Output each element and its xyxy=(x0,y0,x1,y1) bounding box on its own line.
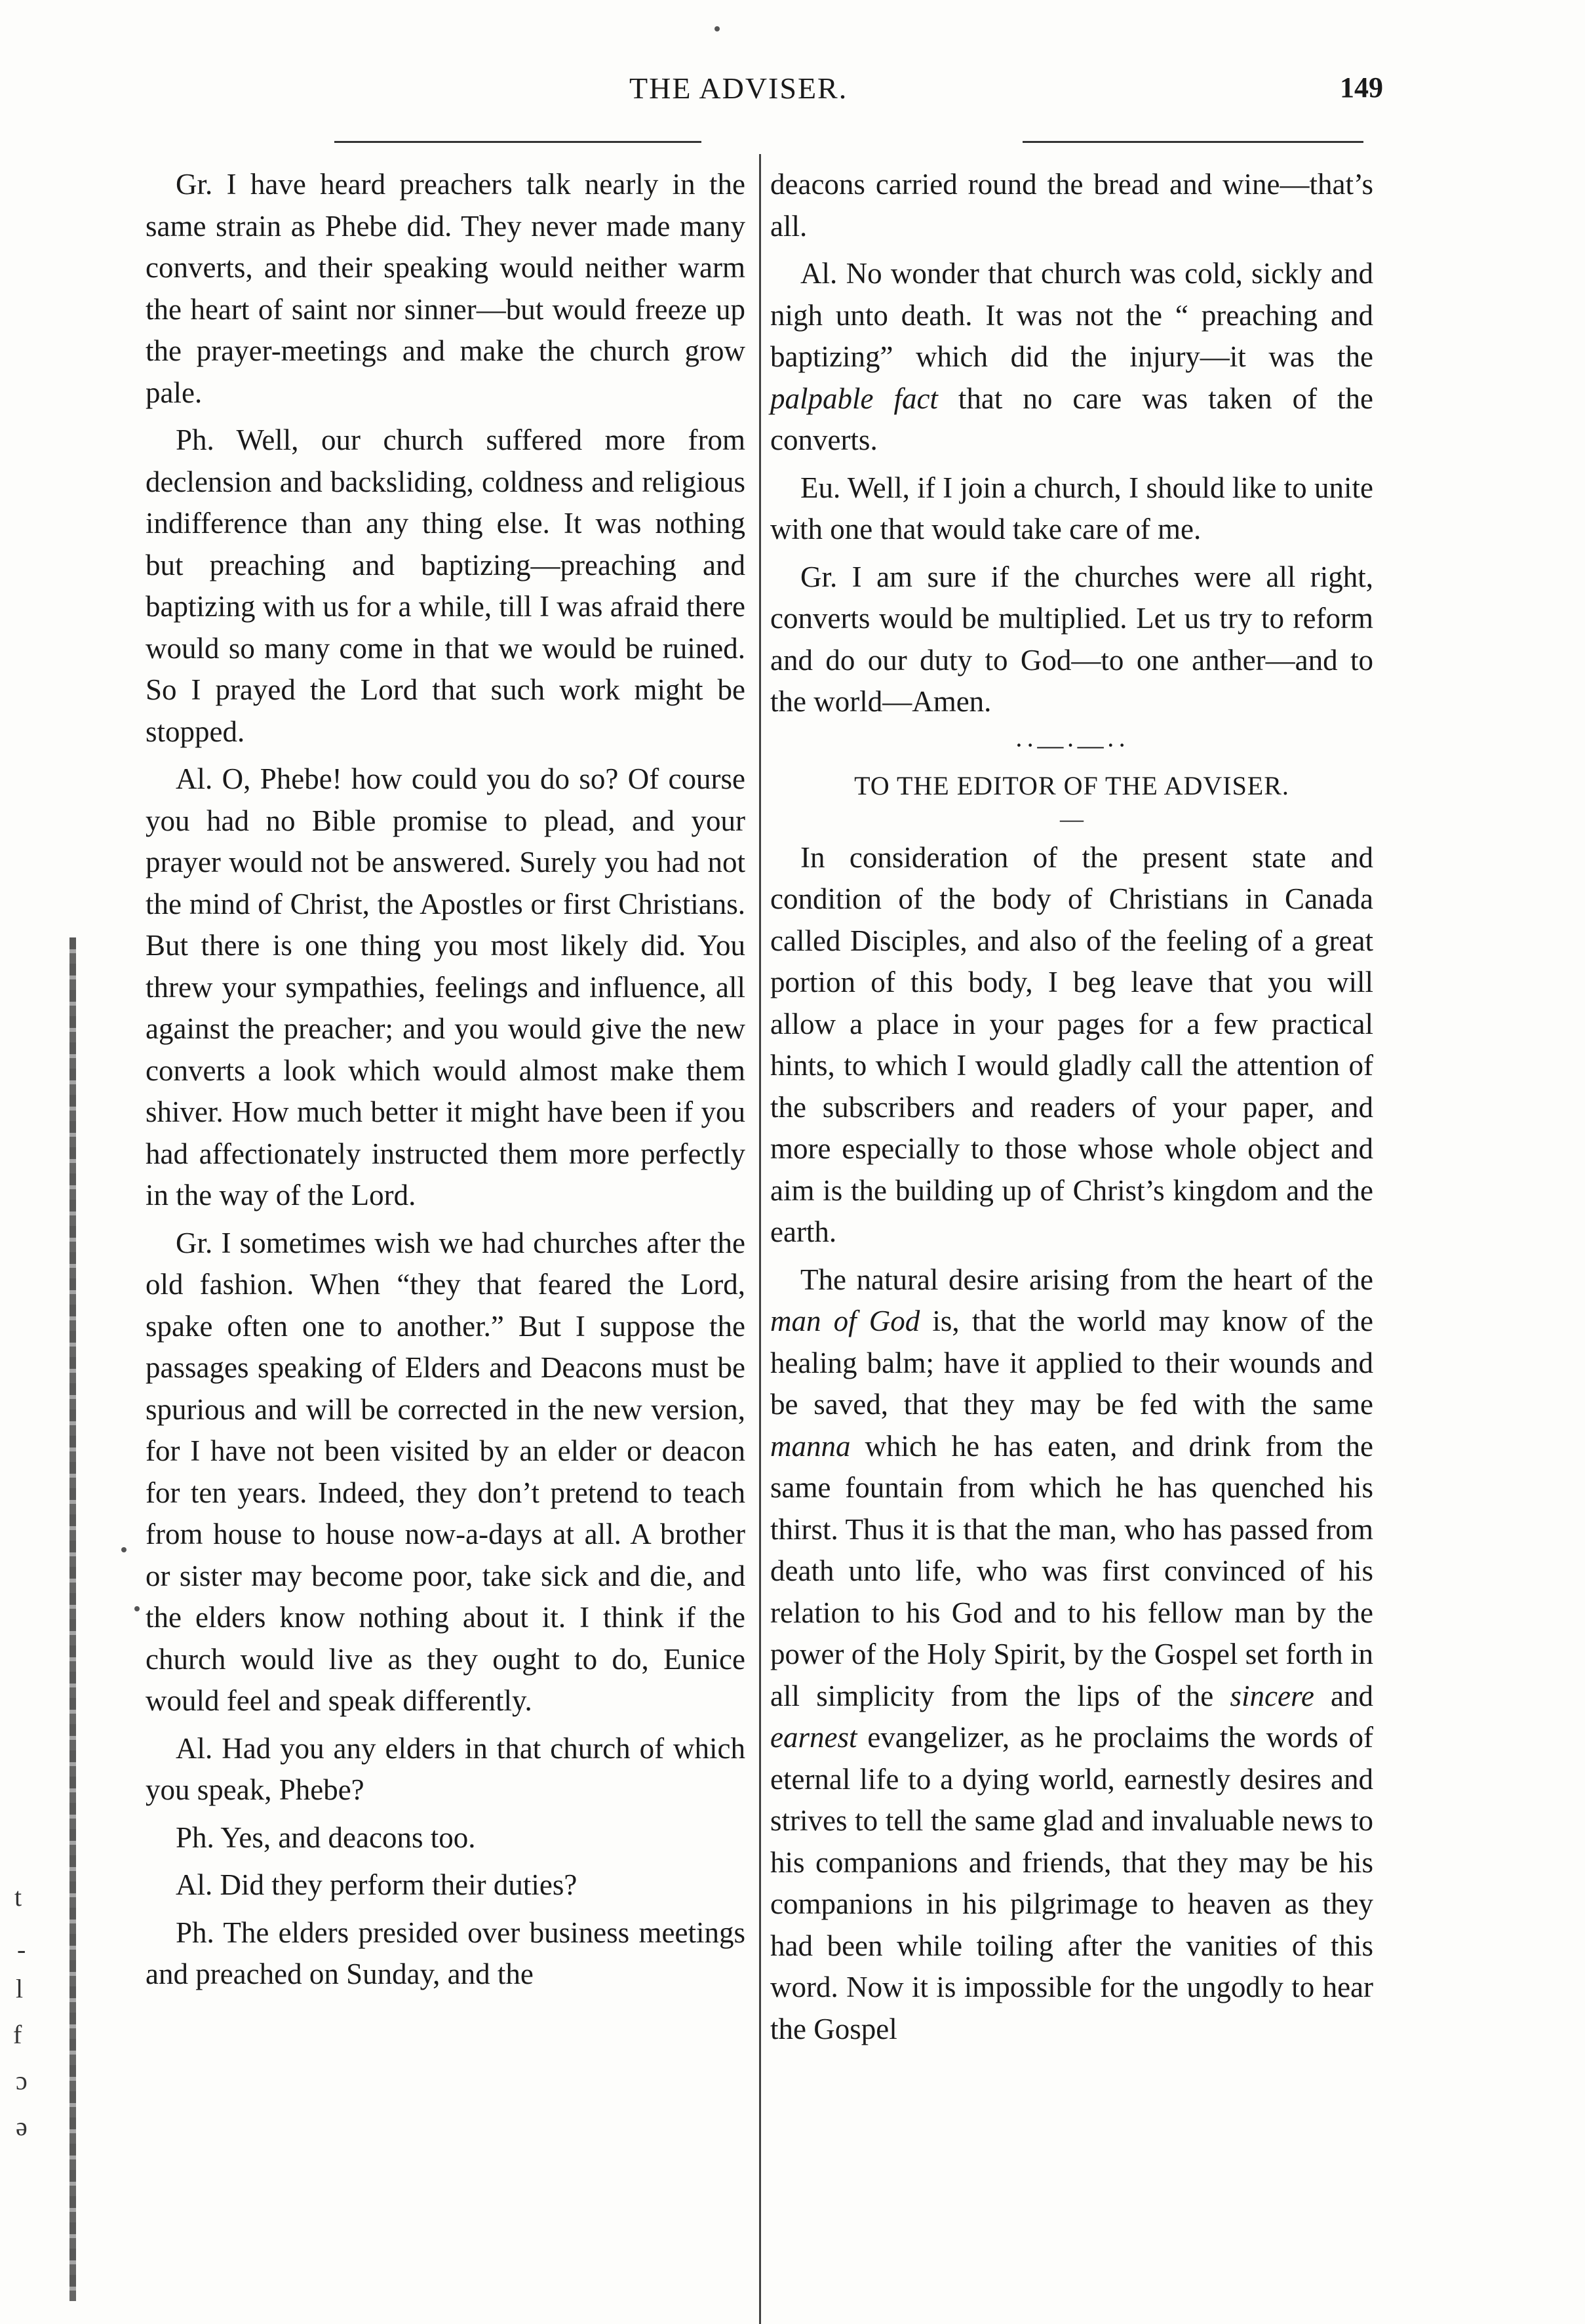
left-column xyxy=(146,164,745,2001)
italic-phrase: earnest xyxy=(770,1721,857,1754)
dialogue-paragraph: Ph. Well, our church suffered more from declension and backsliding, coldness and religious indifference than any thing else. It was nothing but preaching and baptizing—preaching and baptizing with us for a while, till I was afraid there would so many come in that we would be ruined. So I prayed the Lord that such work might be stopped. xyxy=(146,423,745,748)
heading-dash: — xyxy=(1060,805,1084,832)
scan-speck xyxy=(714,26,720,31)
dialogue-paragraph: Ph. Yes, and deacons too. xyxy=(176,1821,476,1854)
text-run: and xyxy=(1314,1679,1373,1712)
text-run: Al. No wonder that church was cold, sickly and nigh unto death. It was not the “ preaching and baptizing” which did the injury—it was the xyxy=(770,257,1373,373)
margin-mark: t xyxy=(14,1882,22,1912)
section-separator: ··—·—·· xyxy=(1014,730,1129,760)
dialogue-paragraph: Ph. The elders presided over business meetings and preached on Sunday, and the xyxy=(146,1916,745,1990)
letter-heading: TO THE EDITOR OF THE ADVISER. xyxy=(854,770,1289,800)
scan-speck xyxy=(121,1547,127,1552)
margin-mark: ɔ xyxy=(16,2066,28,2095)
letter-paragraph xyxy=(770,1259,1373,2051)
italic-phrase: manna xyxy=(770,1429,851,1463)
column-divider xyxy=(759,154,761,2324)
margin-mark: ə xyxy=(16,2112,28,2141)
margin-mark: l xyxy=(16,1974,24,2003)
dialogue-paragraph: Gr. I have heard preachers talk nearly in the same strain as Phebe did. They never made many converts, and their speaking would neither warm the heart of saint nor sinner—but would freeze up the prayer-meetings and make the church grow pale. xyxy=(146,168,745,409)
header-rule-left xyxy=(334,141,701,143)
margin-mark: f xyxy=(13,2020,22,2049)
text-run: is, that the world may know of the healing balm; have it applied to their wounds and be saved, that they may be fed with the same xyxy=(770,1305,1374,1421)
dialogue-paragraph: Gr. I am sure if the churches were all right, converts would be multiplied. Let us try to reform and do our duty to God—to one anther—and to the world—Amen. xyxy=(770,560,1373,718)
italic-phrase: sincere xyxy=(1230,1679,1314,1712)
page-number: 149 xyxy=(1340,71,1383,104)
right-column xyxy=(770,164,1373,2056)
dialogue-paragraph: Al. Had you any elders in that church of which you speak, Phebe? xyxy=(146,1731,745,1806)
dialogue-paragraph xyxy=(770,253,1373,462)
text-run: which he has eaten, and drink from the same fountain from which he has quenched his thirst. Thus it is that the man, who has passed from death unto life, who was first convinced of his relation to his God and to his fellow man by the power of the Holy Spirit, by the Gospel set forth in all simplicity from the lips of the xyxy=(770,1429,1373,1712)
page-header xyxy=(151,71,1383,123)
text-run: that no care was taken of the converts. xyxy=(770,382,1373,456)
binding-edge-artifact xyxy=(69,937,76,2301)
dialogue-paragraph: Al. O, Phebe! how could you do so? Of course you had no Bible promise to plead, and your prayer would not be answered. Surely you had not the mind of Christ, the Apostles or first Christians. But there is one thing you most likely did. You threw your sympathies, feelings and influence, all against the preacher; and you would give the new converts a look which would almost make them shiver. How much better it might have been if you had affectionately instructed them more perfectly in the way of the Lord. xyxy=(146,762,745,1211)
dialogue-continuation: deacons carried round the bread and wine—that’s all. xyxy=(770,168,1373,243)
dialogue-paragraph: Eu. Well, if I join a church, I should like to unite with one that would take care of me. xyxy=(770,471,1373,545)
scan-speck xyxy=(134,1606,140,1611)
running-title: THE ADVISER. xyxy=(629,71,848,105)
dialogue-paragraph: Gr. I sometimes wish we had churches after the old fashion. When “they that feared the Lord, spake often one to another.” But I suppose the passages speaking of Elders and Deacons must be spurious and will be corrected in the new version, for I have not been visited by an elder or deacon for ten years. Indeed, they don’t pretend to teach from house to house now-a-days at all. A brother or sister may become poor, take sick and die, and the elders know nothing about it. I think if the church would live as they ought to do, Eunice would feel and speak differently. xyxy=(146,1226,745,1717)
italic-phrase: man of God xyxy=(770,1305,920,1337)
header-rule-right xyxy=(1023,141,1363,143)
italic-phrase: palpable fact xyxy=(770,382,938,415)
dialogue-paragraph: Al. Did they perform their duties? xyxy=(176,1868,577,1901)
letter-paragraph: In consideration of the present state and condition of the body of Christians in Canada called Disciples, and also of the feeling of a great portion of this body, I beg leave that you will allow a place in your pages for a few practical hints, to which I would gladly call the attention of the subscribers and readers of your paper, and more especially to those whose whole object and aim is the building up of Christ’s kingdom and the earth. xyxy=(770,840,1373,1248)
text-run: The natural desire arising from the heart of the xyxy=(800,1263,1373,1296)
text-run: evangelizer, as he proclaims the words of eternal life to a dying world, earnestly desires and strives to tell the same glad and invaluable news to his companions and friends, that they may be his companions in his pilgrimage to heaven as they had been while toiling after the vanities of this word. Now it is impossible for the ungodly to hear the Gospel xyxy=(770,1721,1373,2045)
margin-mark: - xyxy=(17,1935,26,1964)
